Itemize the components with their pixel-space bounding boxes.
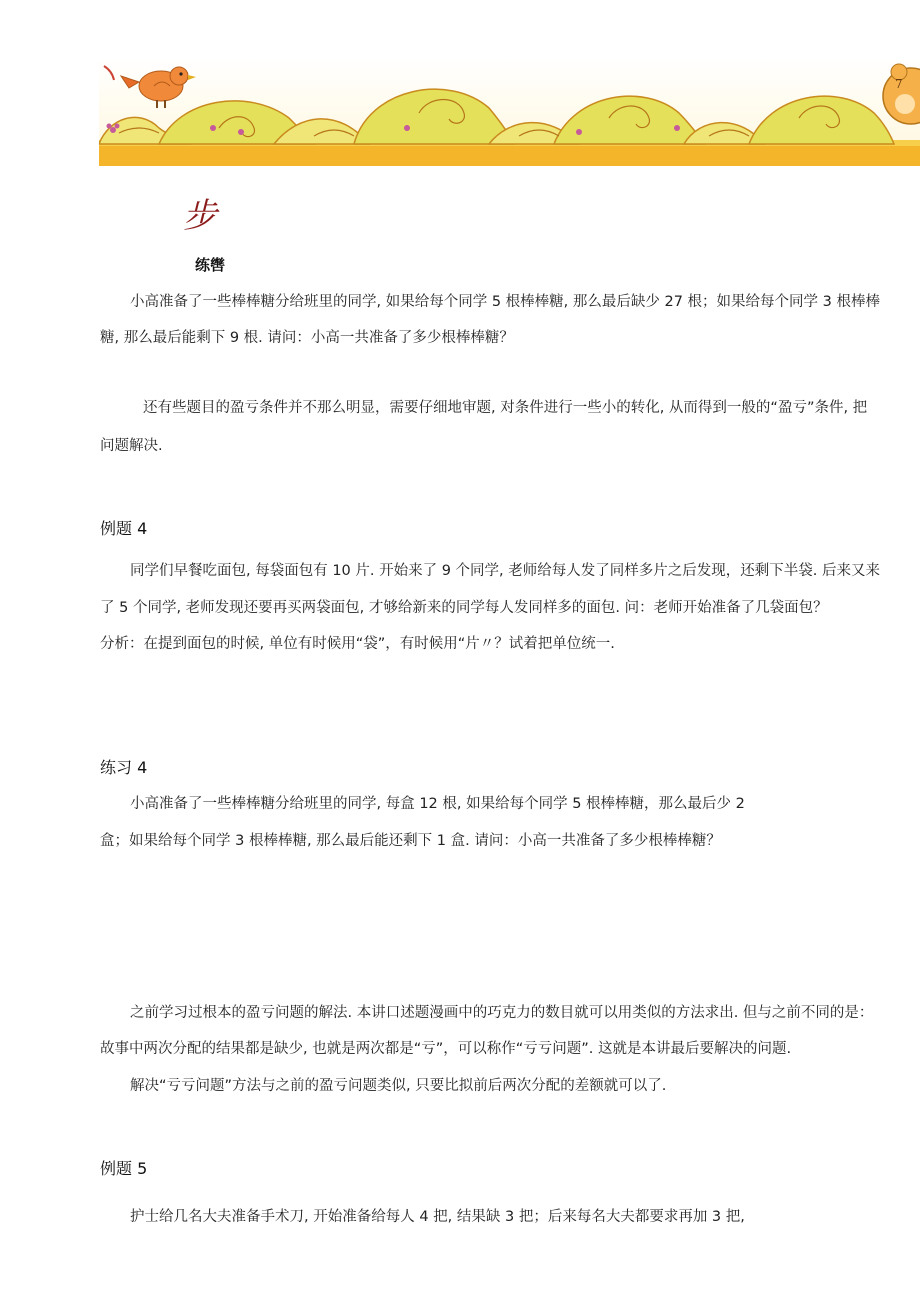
note1-line2: 问题解决. <box>100 438 163 454</box>
note2-line2: 故事中两次分配的结果都是缺少, 也就是两次都是“亏”，可以称作“亏亏问题”. 这就是本讲最后要解决的问题. <box>100 1041 792 1057</box>
practice4-line2: 盒；如果给每个同学 3 根棒棒糖, 那么最后能还剩下 1 盒. 请问：小高一共准备了多少根棒棒糖？ <box>100 833 721 849</box>
practice3-line2: 糖, 那么最后能剩下 9 根. 请问：小高一共准备了多少根棒棒糖？ <box>100 330 514 346</box>
note2-line3: 解决“亏亏问题”方法与之前的盈亏问题类似, 只要比拟前后两次分配的差额就可以了. <box>130 1078 667 1094</box>
note2-line1: 之前学习过根本的盈亏问题的解法. 本讲口述题漫画中的巧克力的数目就可以用类似的方法求出. 但与之前不同的是： <box>130 1005 874 1021</box>
example5-title: 例题 5 <box>100 1159 148 1178</box>
practice4-title: 练习 4 <box>100 758 148 777</box>
example4-line1: 同学们早餐吃面包, 每袋面包有 10 片. 开始来了 9 个同学, 老师给每人发了同样多片之后发现，还剩下半袋. 后来又来 <box>130 563 880 579</box>
example4-line2: 了 5 个同学, 老师发现还要再买两袋面包, 才够给新来的同学每人发同样多的面包. 问：老师开始准备了几袋面包？ <box>100 600 828 616</box>
practice3-line1: 小高准备了一些棒棒糖分给班里的同学, 如果给每个同学 5 根棒棒糖, 那么最后缺少 27 根；如果给每个同学 3 根棒棒 <box>130 294 880 310</box>
example4-analysis: 分析：在提到面包的时候, 单位有时候用“袋”，有时候用“片〃？试着把单位统一. <box>100 636 615 652</box>
section-sublabel: 练辔 <box>195 256 226 274</box>
page-number: 7 <box>895 77 903 91</box>
practice4-line1: 小高准备了一些棒棒糖分给班里的同学, 每盒 12 根, 如果给每个同学 5 根棒棒糖，那么最后少 2 <box>130 796 745 812</box>
example4-title: 例题 4 <box>100 519 148 538</box>
note1-line1: 还有些题目的盈亏条件并不那么明显，需要仔细地审题, 对条件进行一些小的转化, 从而得到一般的“盈亏”条件, 把 <box>143 400 868 416</box>
section-mark: 步 <box>183 196 217 236</box>
decorative-banner <box>99 58 920 166</box>
example5-line1: 护士给几名大夫准备手术刀, 开始准备给每人 4 把, 结果缺 3 把；后来每名大夫都要求再加 3 把, <box>130 1209 745 1225</box>
